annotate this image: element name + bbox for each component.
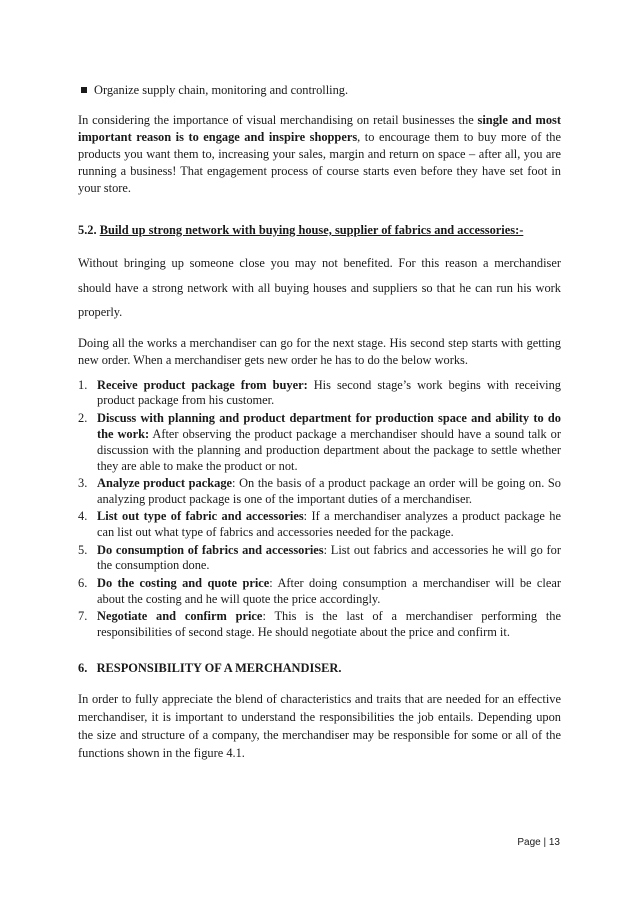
list-number: 3. xyxy=(78,475,88,490)
steps-list xyxy=(78,378,561,642)
section-number: 5.2. xyxy=(78,223,100,237)
list-number: 6. xyxy=(78,575,88,590)
list-item-title: Receive product package from buyer: xyxy=(97,377,308,392)
bullet-item xyxy=(78,82,561,99)
page-number: Page | 13 xyxy=(517,837,560,848)
section-heading-5-2 xyxy=(78,222,561,239)
paragraph-responsibility: In order to fully appreciate the blend of characteristics and traits that are needed for an effective merchandiser, it is important to understand the responsibilities the job entails. Depending upon the size and structure of a company, the merchandiser may be responsible for some or all of the functions shown in the figure 4.1. xyxy=(78,692,561,760)
section-heading-6: 6. RESPONSIBILITY OF A MERCHANDISER. xyxy=(78,661,342,675)
paragraph-network: Without bringing up someone close you may not benefited. For this reason a merchandiser should have a strong network with all buying houses and suppliers so that he can run his work properly. xyxy=(78,256,561,319)
list-number: 1. xyxy=(78,377,88,392)
list-item xyxy=(78,543,561,575)
list-item-title: Do the costing and quote price xyxy=(97,575,270,590)
list-item-text: : On the basis of a product package an order will be going on. So analyzing product package is one of the important duties of a merchandiser. xyxy=(97,475,561,506)
list-item xyxy=(78,576,561,608)
paragraph-visual-merchandising xyxy=(78,112,561,197)
list-item-title: Do consumption of fabrics and accessories xyxy=(97,542,324,557)
list-item-text: : List out fabrics and accessories he will go for the consumption done. xyxy=(97,542,561,573)
list-item-text: After observing the product package a merchandiser should have a sound talk or discussion with the planning and production department about the package to settle whether they are able to make the product or not. xyxy=(97,426,561,473)
list-item-text: : After doing consumption a merchandiser will be clear about the costing and he will quote the price accordingly. xyxy=(97,575,561,606)
paragraph-next-stage: Doing all the works a merchandiser can go for the next stage. His second step starts with getting new order. When a merchandiser gets new order he has to do the below works. xyxy=(78,335,561,367)
bullet-text: Organize supply chain, monitoring and controlling. xyxy=(94,83,349,97)
list-number: 5. xyxy=(78,542,88,557)
page-content xyxy=(78,71,561,762)
list-item-text: His second stage’s work begins with receiving product package from his customer. xyxy=(97,377,561,408)
list-number: 2. xyxy=(78,410,88,425)
list-item-title: Analyze product package xyxy=(97,475,233,490)
list-item-text: : This is the last of a merchandiser performing the responsibilities of second stage. He should negotiate about the price and confirm it. xyxy=(97,609,561,640)
list-item xyxy=(78,378,561,410)
list-item-text: : If a merchandiser analyzes a product package he can list out what type of fabrics and accessories needed for the package. xyxy=(97,509,561,540)
list-item-title: List out type of fabric and accessories xyxy=(97,509,304,524)
list-item xyxy=(78,411,561,475)
paragraph-text: , to encourage them to buy more of the products you want them to, increasing your sales, margin and return on space – after all, you are running a business! That engagement process of course starts even before they have set foot in your store. xyxy=(78,130,561,195)
list-number: 7. xyxy=(78,609,88,624)
section-title: Build up strong network with buying house, supplier of fabrics and accessories:- xyxy=(99,223,524,237)
square-bullet-icon xyxy=(81,87,87,93)
list-number: 4. xyxy=(78,509,88,524)
list-item xyxy=(78,509,561,541)
list-item xyxy=(78,609,561,641)
list-item xyxy=(78,476,561,508)
paragraph-text: In considering the importance of visual merchandising on retail businesses the xyxy=(78,113,478,127)
list-item-title: Negotiate and confirm price xyxy=(97,609,263,624)
paragraph-bold-text: single and most important reason is to engage and inspire shoppers xyxy=(78,113,561,144)
list-item-title: Discuss with planning and product department for production space and ability to do the work: xyxy=(97,410,561,441)
